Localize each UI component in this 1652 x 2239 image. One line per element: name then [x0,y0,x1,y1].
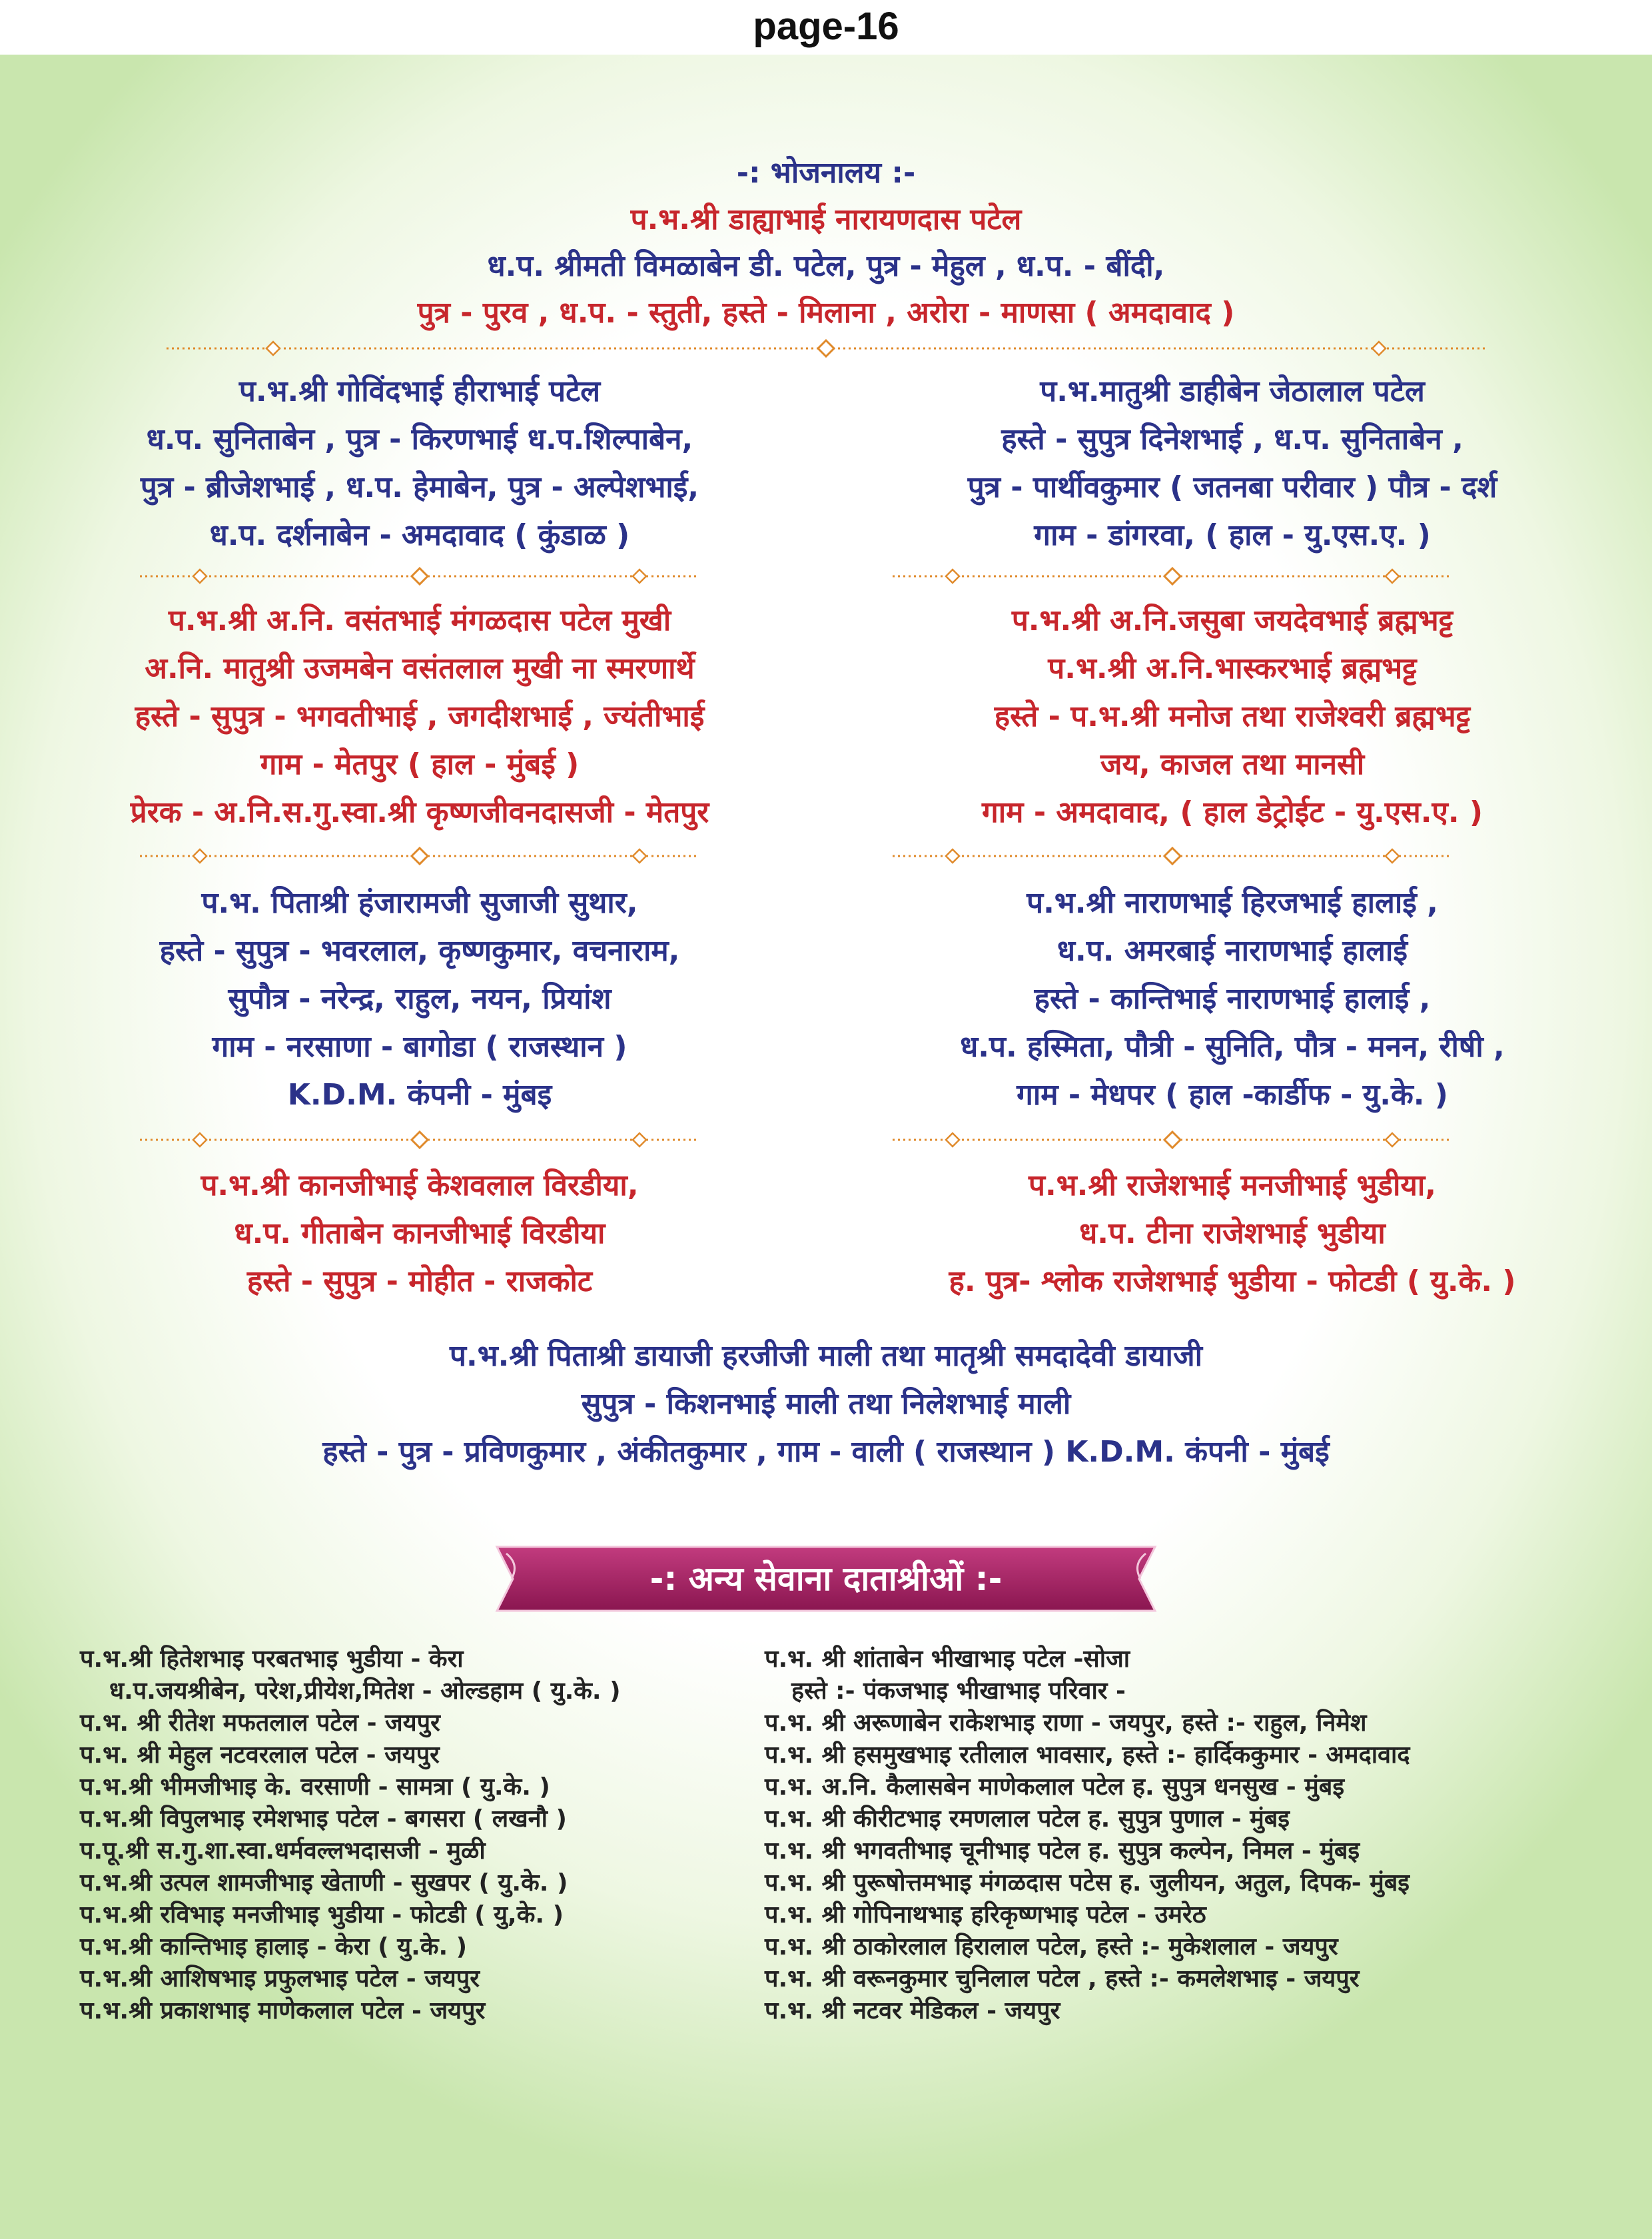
donor-line: गाम - मेधपर ( हाल -कार्डीफ - यु.के. ) [1017,1078,1448,1112]
donor-line: अ.नि. मातुश्री उजमबेन वसंतलाल मुखी ना स्मरणार्थे [145,652,695,685]
banner-title: -: अन्य सेवाना दाताश्रीओं :- [649,1560,1003,1598]
donor-line: ध.प. दर्शनाबेन - अमदावाद ( कुंडाळ ) [209,518,630,552]
donor-line: प्रेरक - अ.नि.स.गु.स्वा.श्री कृष्णजीवनदासजी - मेतपुर [130,795,709,829]
service-entry: प.भ. श्री वरूनकुमार चुनिलाल पटेल , हस्ते :- कमलेशभाइ - जयपुर [765,1965,1360,1993]
document-panel [0,55,1652,2239]
service-entry: प.भ. श्री कीरीटभाइ रमणलाल पटेल ह. सुपुत्र पुणाल - मुंबइ [765,1805,1290,1833]
donor-line: सुपुत्र - किशनभाई माली तथा निलेशभाई माली [581,1387,1071,1421]
donor-line: गाम - अमदावाद, ( हाल डेट्रोईट - यु.एस.ए. ) [982,795,1483,829]
service-entry: प.भ.श्री आशिषभाइ प्रफुलभाइ पटेल - जयपुर [80,1965,480,1993]
donor-line: पुत्र - ब्रीजेशभाई , ध.प. हेमाबेन, पुत्र - अल्पेशभाई, [140,470,699,504]
donor-line: प.भ.श्री अ.नि. वसंतभाई मंगळदास पटेल मुखी [168,604,671,638]
donor-line: हस्ते - पुत्र - प्रविणकुमार , अंकीतकुमार , गाम - वाली ( राजस्थान ) K.D.M. कंपनी - मुंबई [322,1435,1330,1469]
donor-line: हस्ते - प.भ.श्री मनोज तथा राजेश्वरी ब्रह्मभट्ट [994,699,1471,733]
donor-line: गाम - डांगरवा, ( हाल - यु.एस.ए. ) [1034,518,1431,552]
ornament-divider [893,1130,1452,1150]
service-entry: प.भ.श्री भीमजीभाइ के. वरसाणी - सामत्रा ( यु.के. ) [80,1773,550,1801]
service-entry: प.भ.श्री प्रकाशभाइ माणेकलाल पटेल - जयपुर [80,1997,486,2024]
service-entry: प.भ. श्री गोपिनाथभाइ हरिकृष्णभाइ पटेल - उमरेठ [765,1901,1206,1929]
donor-line: गाम - नरसाणा - बागोडा ( राजस्थान ) [212,1030,627,1064]
service-entry: प.भ.श्री कान्तिभाइ हालाइ - केरा ( यु.के. ) [80,1933,468,1961]
service-entry: प.भ. श्री शांताबेन भीखाभाइ पटेल -सोजा [765,1645,1130,1673]
donor-line: ध.प. अमरबाई नाराणभाई हालाई [1056,934,1408,968]
donor-line: सुपौत्र - नरेन्द्र, राहुल, नयन, प्रियांश [228,982,612,1016]
donor-line: प.भ. पिताश्री हंजारामजी सुजाजी सुथार, [201,886,638,920]
donor-line: गाम - मेतपुर ( हाल - मुंबई ) [260,747,580,781]
service-entry: प.भ. श्री अरूणाबेन राकेशभाइ राणा - जयपुर, हस्ते :- राहुल, निमेश [765,1709,1367,1737]
donor-line: हस्ते - सुपुत्र दिनेशभाई , ध.प. सुनिताबेन , [1001,422,1463,456]
ornament-divider [893,566,1452,586]
service-entry: प.भ. श्री नटवर मेडिकल - जयपुर [765,1997,1060,2024]
donor-line: प.भ.श्री कानजीभाई केशवलाल विरडीया, [201,1168,639,1202]
section-banner [493,1544,1159,1613]
service-entry: प.भ. श्री रीतेश मफतलाल पटेल - जयपुर [80,1709,440,1737]
donor-line: हस्ते - कान्तिभाई नाराणभाई हालाई , [1034,982,1431,1016]
donor-line: ध.प. गीताबेन कानजीभाई विरडीया [234,1216,606,1250]
donor-line: प.भ.श्री राजेशभाई मनजीभाई भुडीया, [1029,1168,1436,1202]
service-entry: प.भ.श्री विपुलभाइ रमेशभाइ पटेल - बगसरा ( लखनौ ) [80,1805,567,1833]
donor-line: हस्ते - सुपुत्र - भगवतीभाई , जगदीशभाई , ज्यंतीभाई [135,699,705,733]
service-entry: ध.प.जयश्रीबेन, परेश,प्रीयेश,मितेश - ओल्डहाम ( यु.के. ) [109,1677,621,1705]
service-entry: प.भ.श्री हितेशभाइ परबतभाइ भुडीया - केरा [80,1645,464,1673]
header-line: पुत्र - पुरव , ध.प. - स्तुती, हस्ते - मिलाना , अरोरा - माणसा ( अमदावाद ) [417,296,1235,330]
donor-line: प.भ.श्री पिताश्री डायाजी हरजीजी माली तथा मातृश्री समदादेवी डायाजी [449,1339,1202,1373]
service-entry: प.भ. श्री ठाकोरलाल हिरालाल पटेल, हस्ते :- मुकेशलाल - जयपुर [765,1933,1338,1961]
donor-line: प.भ.श्री अ.नि.जसुबा जयदेवभाई ब्रह्मभट्ट [1011,604,1453,638]
section-title: -: भोजनालय :- [736,156,916,190]
ornament-divider [140,846,699,866]
donor-line: जय, काजल तथा मानसी [1100,747,1365,781]
donor-line: ध.प. सुनिताबेन , पुत्र - किरणभाई ध.प.शिल्पाबेन, [146,422,693,456]
service-entry: प.भ. श्री पुरूषोत्तमभाइ मंगळदास पटेस ह. जुलीयन, अतुल, दिपक- मुंबइ [765,1869,1410,1897]
donor-line: K.D.M. कंपनी - मुंबइ [287,1078,552,1112]
service-entry: प.भ.श्री रविभाइ मनजीभाइ भुडीया - फोटडी ( यु,के. ) [80,1901,564,1929]
donor-line: प.भ.श्री नाराणभाई हिरजभाई हालाई , [1027,886,1438,920]
header-line: प.भ.श्री डाह्याभाई नारायणदास पटेल [630,203,1022,236]
ornament-divider [893,846,1452,866]
service-entry: प.भ. श्री हसमुखभाइ रतीलाल भावसार, हस्ते :- हार्दिककुमार - अमदावाद [765,1741,1410,1769]
donor-line: ध.प. हस्मिता, पौत्री - सुनिति, पौत्र - मनन, रीषी , [960,1030,1505,1064]
service-entry: प.पू.श्री स.गु.शा.स्वा.धर्मवल्लभदासजी - मुळी [80,1837,486,1865]
donor-line: ह. पुत्र- श्लोक राजेशभाई भुडीया - फोटडी ( यु.के. ) [949,1264,1516,1298]
service-entry: हस्ते :- पंकजभाइ भीखाभाइ परिवार - [791,1677,1126,1705]
donor-line: हस्ते - सुपुत्र - भवरलाल, कृष्णकुमार, वचनाराम, [159,934,680,968]
service-entry: प.भ.श्री उत्पल शामजीभाइ खेताणी - सुखपर ( यु.के. ) [80,1869,568,1897]
donor-line: प.भ.मातुश्री डाहीबेन जेठालाल पटेल [1040,374,1425,408]
donor-line: प.भ.श्री गोविंदभाई हीराभाई पटेल [238,374,601,408]
donor-line: प.भ.श्री अ.नि.भास्करभाई ब्रह्मभट्ट [1048,652,1417,685]
ornament-divider [140,1130,699,1150]
page-label: page-16 [753,5,899,48]
donor-line: पुत्र - पार्थीवकुमार ( जतनबा परीवार ) पौत्र - दर्श [967,470,1497,504]
service-entry: प.भ. श्री मेहुल नटवरलाल पटेल - जयपुर [80,1741,440,1769]
service-entry: प.भ. श्री भगवतीभाइ चूनीभाइ पटेल ह. सुपुत्र कल्पेन, निमल - मुंबइ [765,1837,1360,1865]
header-line: ध.प. श्रीमती विमळाबेन डी. पटेल, पुत्र - मेहुल , ध.प. - बींदी, [487,249,1165,283]
donor-line: ध.प. टीना राजेशभाई भुडीया [1079,1216,1386,1250]
ornament-divider [167,338,1485,358]
donor-line: हस्ते - सुपुत्र - मोहीत - राजकोट [246,1264,593,1298]
service-entry: प.भ. अ.नि. कैलासबेन माणेकलाल पटेल ह. सुपुत्र धनसुख - मुंबइ [765,1773,1345,1801]
ornament-divider [140,566,699,586]
